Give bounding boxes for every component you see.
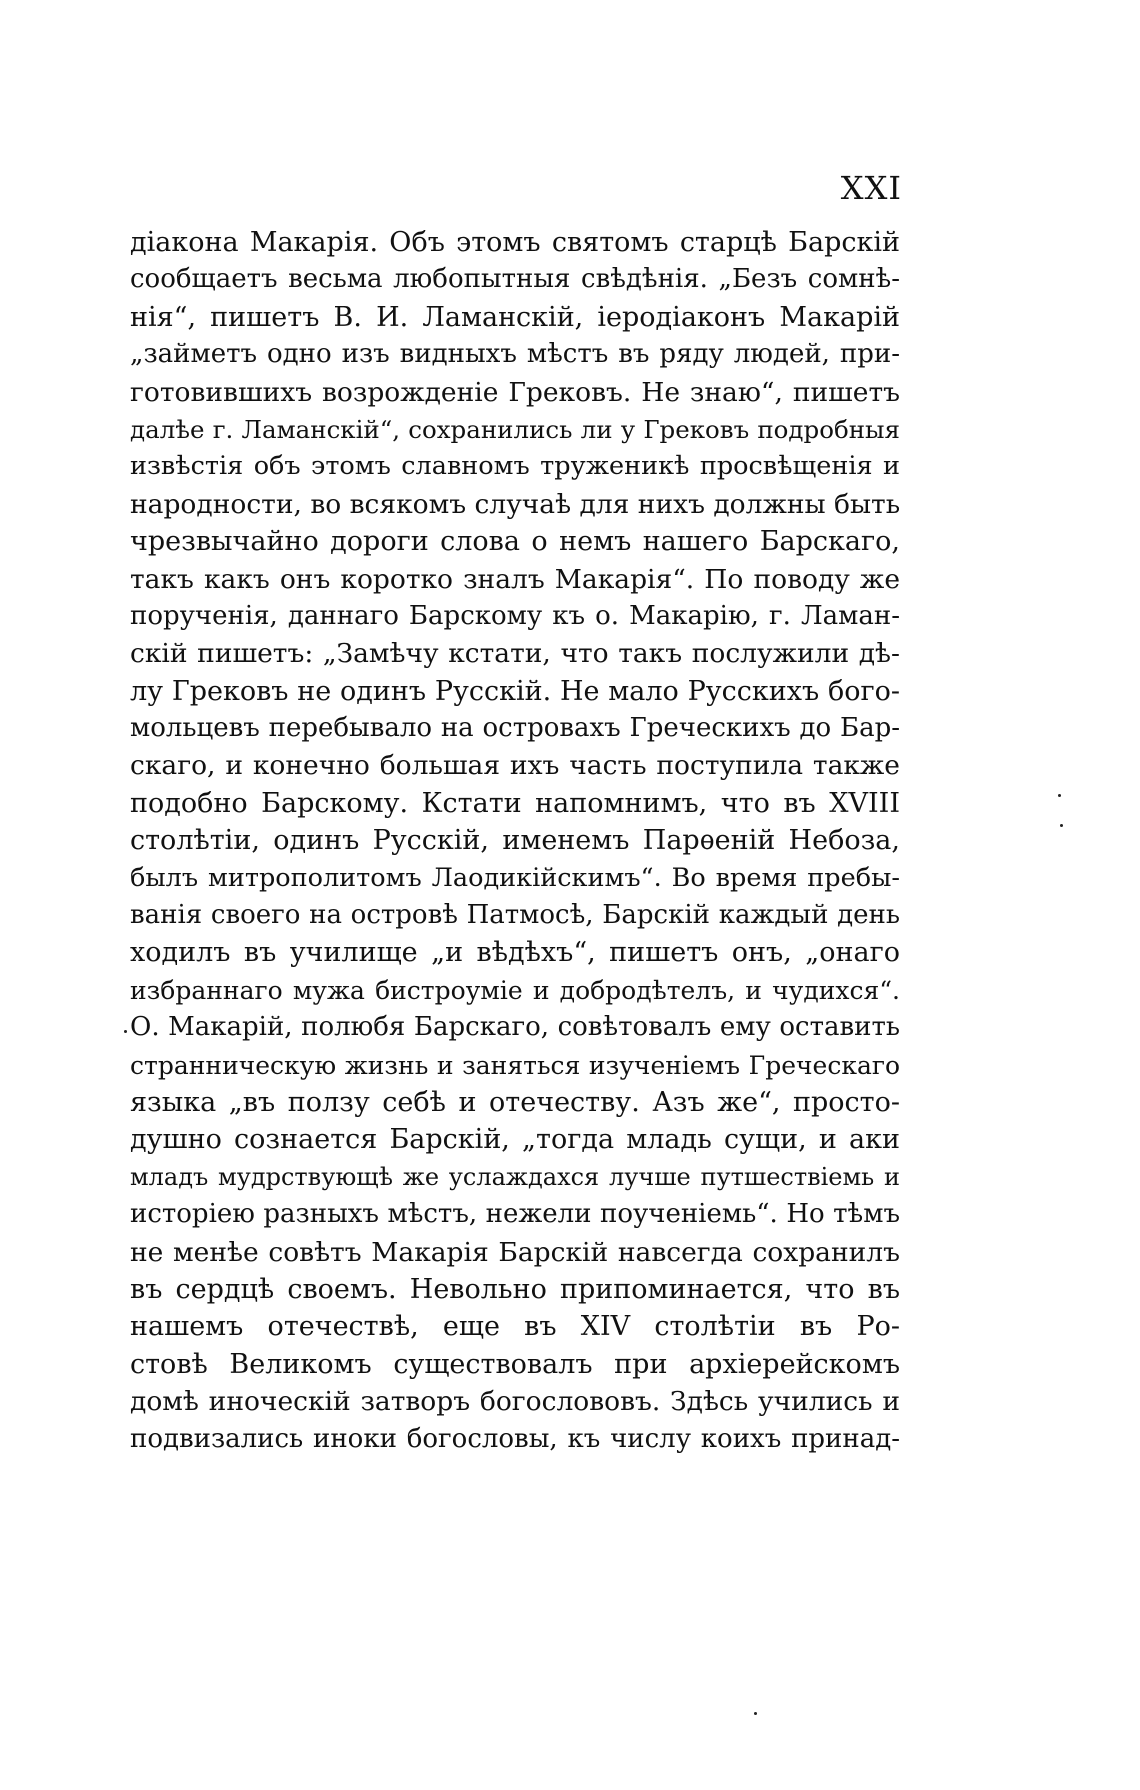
text-line: „займетъ одно изъ видныхъ мѣстъ въ ряду людей, при- bbox=[130, 339, 900, 370]
text-line: домѣ иноческій затворъ богослововъ. Здѣсь учились и bbox=[130, 1386, 900, 1418]
text-line: лу Грековъ не одинъ Русскій. Не мало Русскихъ бого- bbox=[130, 675, 900, 707]
print-speck bbox=[1060, 824, 1063, 827]
text-line: порученія, даннаго Барскому къ о. Макарію, г. Ламан- bbox=[130, 600, 900, 631]
text-line: стовѣ Великомъ существовалъ при архіерейскомъ bbox=[130, 1348, 900, 1380]
text-line: избраннаго мужа бистроуміе и добродѣтелъ, и чудихся“. bbox=[130, 975, 900, 1005]
text-line: душно сознается Барскій, „тогда младь сущи, и аки bbox=[130, 1124, 900, 1156]
text-line: чрезвычайно дороги слова о немъ нашего Барскаго, bbox=[130, 526, 900, 558]
body-text bbox=[130, 224, 900, 1458]
text-line: нія“, пишетъ В. И. Ламанскій, іеродіаконъ Макарій bbox=[130, 301, 900, 333]
text-line: О. Макарій, полюбя Барскаго, совѣтовалъ ему оставить bbox=[130, 1012, 900, 1043]
print-speck bbox=[124, 1030, 127, 1033]
page-number: XXI bbox=[840, 169, 902, 207]
text-line: извѣстія объ этомъ славномъ труженикѣ просвѣщенія и bbox=[130, 451, 900, 482]
print-speck bbox=[754, 1712, 757, 1715]
text-line: младъ мудрствующѣ же услаждахся лучше путшествіемь и bbox=[130, 1162, 900, 1191]
text-line: странническую жизнь и заняться изученіемъ Греческаго bbox=[130, 1050, 900, 1080]
text-line: исторіею разныхъ мѣстъ, нежели поученіемь“. Но тѣмъ bbox=[130, 1199, 900, 1230]
text-line: далѣе г. Ламанскій“, сохранились ли у Грековъ подробныя bbox=[130, 414, 900, 444]
text-line: такъ какъ онъ коротко зналъ Макарія“. По поводу же bbox=[130, 563, 900, 595]
text-line: былъ митрополитомъ Лаодикійскимъ“. Во время пребы- bbox=[130, 862, 900, 893]
text-line: языка „въ ползу себѣ и отечеству. Азъ же“, просто- bbox=[130, 1086, 900, 1118]
text-line: столѣтіи, одинъ Русскій, именемъ Парѳеній Небоза, bbox=[130, 825, 900, 857]
text-line: не менѣе совѣтъ Макарія Барскій навсегда сохранилъ bbox=[130, 1236, 900, 1268]
text-line: ходилъ въ училище „и вѣдѣхъ“, пишетъ онъ, „онаго bbox=[130, 937, 900, 969]
text-line: въ сердцѣ своемъ. Невольно припоминается, что въ bbox=[130, 1273, 900, 1305]
text-line: мольцевъ перебывало на островахъ Греческихъ до Бар- bbox=[130, 713, 900, 744]
text-line: скій пишетъ: „Замѣчу кстати, что такъ послужили дѣ- bbox=[130, 638, 900, 670]
text-line: готовившихъ возрожденіе Грековъ. Не знаю“, пишетъ bbox=[130, 376, 900, 408]
text-line: подвизались иноки богословы, къ числу коихъ принад- bbox=[130, 1423, 900, 1454]
text-line: нашемъ отечествѣ, еще въ XIV столѣтіи въ Ро- bbox=[130, 1311, 900, 1343]
text-line: діакона Макарія. Объ этомъ святомъ старцѣ Барскій bbox=[130, 227, 900, 258]
text-line: ванія своего на островѣ Патмосѣ, Барскій каждый день bbox=[130, 900, 900, 931]
text-line: скаго, и конечно большая ихъ часть поступила также bbox=[130, 750, 900, 782]
print-speck bbox=[1058, 794, 1061, 797]
text-line: народности, во всякомъ случаѣ для нихъ должны быть bbox=[130, 488, 901, 520]
text-line: сообщаетъ весьма любопытныя свѣдѣнія. „Безъ сомнѣ- bbox=[130, 264, 900, 295]
text-line: подобно Барскому. Кстати напомнимъ, что въ XVIII bbox=[130, 787, 900, 819]
